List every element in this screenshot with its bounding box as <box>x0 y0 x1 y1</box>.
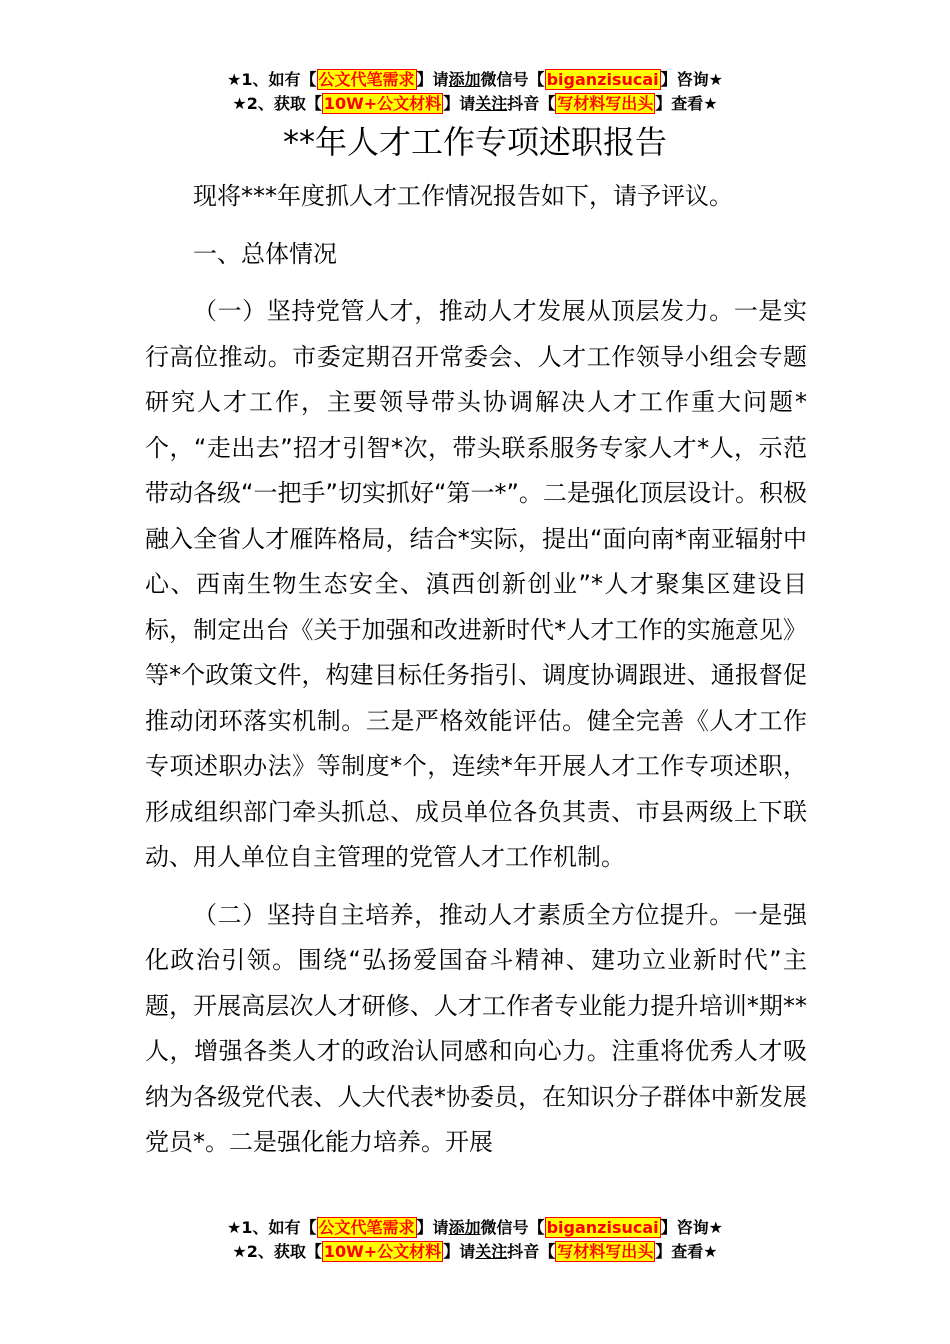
document-title: **年人才工作专项述职报告 <box>282 123 667 161</box>
promo-text: 】查看★ <box>655 94 718 113</box>
promo-text: ★1、如有【 <box>227 1218 317 1237</box>
promo-highlight: 10W+公文材料 <box>323 1242 442 1261</box>
promo-text: 】请 <box>416 70 449 89</box>
promo-underline: 添加 <box>448 70 481 89</box>
promo-underline: 添加 <box>448 1218 481 1237</box>
promo-text: 抖音【 <box>507 94 556 113</box>
promo-text: 微信号【 <box>480 1218 545 1237</box>
promo-underline: 关注 <box>475 94 508 113</box>
promo-text: 抖音【 <box>507 1242 556 1261</box>
paragraph-section-2: （二）坚持自主培养，推动人才素质全方位提升。一是强化政治引领。围绕“弘扬爱国奋斗精神、建功立业新时代”主题，开展高层次人才研修、人才工作者专业能力提升培训*期**人，增强各类人才的政治认同感和向心力。注重将优秀人才吸纳为各级党代表、人大代表*协委员，在知识分子群体中新发展党员*。二是强化能力培养。开展 <box>145 900 807 1156</box>
promo-text: 】请 <box>443 1242 476 1261</box>
promo-highlight: biganzisucai <box>546 70 659 89</box>
promo-highlight: 10W+公文材料 <box>323 94 442 113</box>
promo-text: ★1、如有【 <box>227 70 317 89</box>
promo-text: 】咨询★ <box>660 70 723 89</box>
promo-line-1 <box>0 68 950 92</box>
promo-text: 微信号【 <box>480 70 545 89</box>
document-body <box>145 174 807 1178</box>
promo-highlight: 写材料写出头 <box>557 1242 654 1261</box>
promo-text: ★2、获取【 <box>232 94 322 113</box>
promo-text: 】请 <box>443 94 476 113</box>
promo-line-2 <box>0 92 950 116</box>
promo-text: 】请 <box>416 1218 449 1237</box>
paragraph-intro: 现将***年度抓人才工作情况报告如下，请予评议。 <box>193 182 733 210</box>
promo-highlight: 公文代笔需求 <box>318 1218 415 1237</box>
promo-line-2 <box>0 1240 950 1264</box>
promo-highlight: biganzisucai <box>546 1218 659 1237</box>
promo-text: ★2、获取【 <box>232 1242 322 1261</box>
promo-text: 】查看★ <box>655 1242 718 1261</box>
promo-highlight: 写材料写出头 <box>557 94 654 113</box>
promo-text: 】咨询★ <box>660 1218 723 1237</box>
paragraph-section-1: （一）坚持党管人才，推动人才发展从顶层发力。一是实行高位推动。市委定期召开常委会、人才工作领导小组会专题研究人才工作，主要领导带头协调解决人才工作重大问题*个，“走出去”招才引智*次，带头联系服务专家人才*人，示范带动各级“一把手”切实抓好“第一*”。二是强化顶层设计。积极融入全省人才雁阵格局，结合*实际，提出“面向南*南亚辐射中心、西南生物生态安全、滇西创新创业”*人才聚集区建设目标，制定出台《关于加强和改进新时代*人才工作的实施意见》等*个政策文件，构建目标任务指引、调度协调跟进、通报督促推动闭环落实机制。三是严格效能评估。健全完善《人才工作专项述职办法》等制度*个，连续*年开展人才工作专项述职，形成组织部门牵头抓总、成员单位各负其责、市县两级上下联动、用人单位自主管理的党管人才工作机制。 <box>145 297 807 871</box>
promo-underline: 关注 <box>475 1242 508 1261</box>
section-heading: 一、总体情况 <box>193 239 337 268</box>
promo-highlight: 公文代笔需求 <box>318 70 415 89</box>
footer-promo-banner <box>0 1216 950 1264</box>
promo-line-1 <box>0 1216 950 1240</box>
header-promo-banner <box>0 68 950 116</box>
